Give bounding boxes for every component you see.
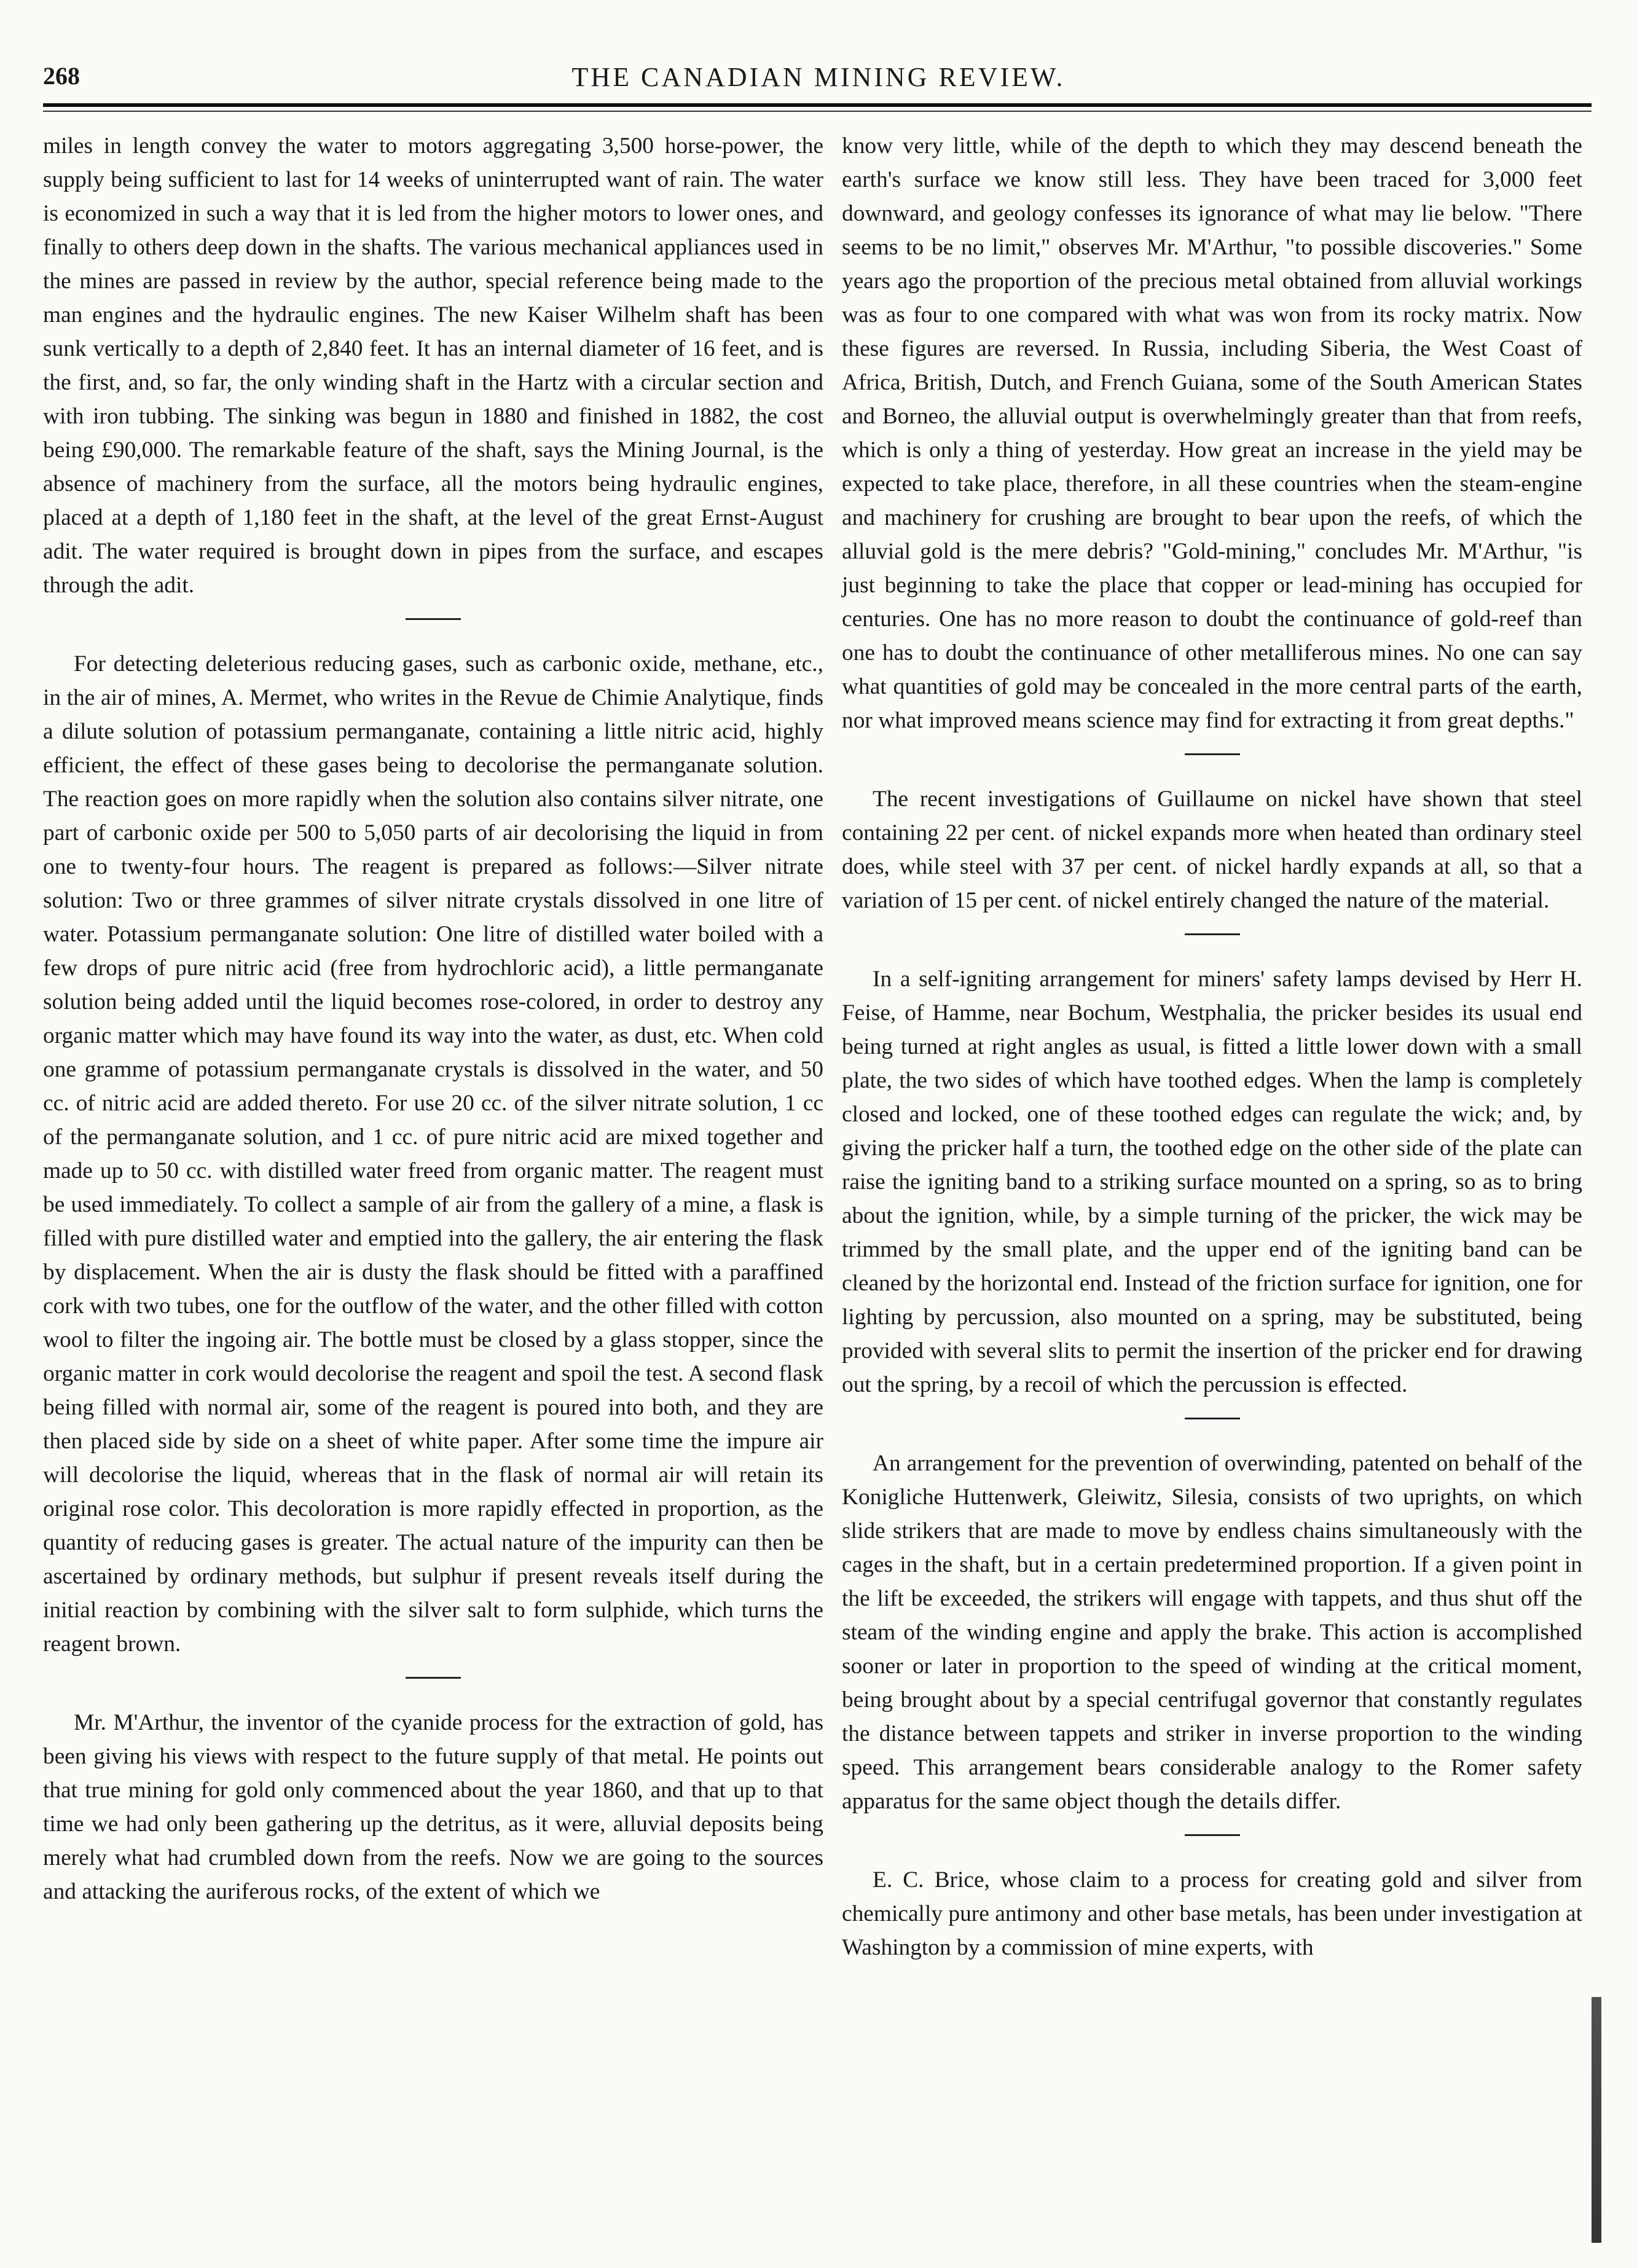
section-divider [406, 1677, 461, 1679]
right-column [842, 129, 1582, 1964]
article-paragraph: know very little, while of the depth to which they may descend beneath the earth's surface we know still less. They have been traced for 3,000 feet downward, and geology confesses its ignorance of what may lie below. "There seems to be no limit," observes Mr. M'Arthur, "to possible discoveries." Some years ago the proportion of the precious metal obtained from alluvial workings was as four to one compared with what was won from its rocky matrix. Now these figures are reversed. In Russia, including Siberia, the West Coast of Africa, British, Dutch, and French Guiana, some of the South American States and Borneo, the alluvial output is overwhelmingly greater than that from reefs, which is only a thing of yesterday. How great an increase in the yield may be expected to take place, therefore, in all these countries when the steam-engine and machinery for crushing are brought to bear upon the reefs, of which the alluvial gold is the mere debris? "Gold-mining," concludes Mr. M'Arthur, "is just beginning to take the place that copper or lead-mining has occupied for centuries. One has no more reason to doubt the continuance of gold-reef than one has to doubt the continuance of other metalliferous mines. No one can say what quantities of gold may be concealed in the more central parts of the earth, nor what improved means science may find for extracting it from great depths." [842, 133, 1582, 733]
binding-margin-mark [1592, 1997, 1601, 2243]
article-paragraph: An arrangement for the prevention of overwinding, patented on behalf of the Konigliche Huttenwerk, Gleiwitz, Silesia, consists of two uprights, on which slide strikers that are made to move by endless chains simultaneously with the cages in the shaft, but in a certain predetermined proportion. If a given point in the lift be exceeded, the strikers will engage with tappets, and thus shut off the steam of the winding engine and apply the brake. This action is accomplished sooner or later in proportion to the speed of winding at the critical moment, being brought about by a special centrifugal governor that constantly regulates the distance between tappets and striker in inverse proportion to the winding speed. This arrangement bears considerable analogy to the Romer safety apparatus for the same object though the details differ. [842, 1451, 1582, 1814]
section-divider [406, 618, 461, 620]
article-paragraph: miles in length convey the water to motors aggregating 3,500 horse-power, the supply being sufficient to last for 14 weeks of uninterrupted want of rain. The water is economized in such a way that it is led from the higher motors to lower ones, and finally to others deep down in the shafts. The various mechanical appliances used in the mines are passed in review by the author, special reference being made to the man engines and the hydraulic engines. The new Kaiser Wilhelm shaft has been sunk vertically to a depth of 2,840 feet. It has an internal diameter of 16 feet, and is the first, and, so far, the only winding shaft in the Hartz with a circular section and with iron tubbing. The sinking was begun in 1880 and finished in 1882, the cost being £90,000. The remarkable feature of the shaft, says the Mining Journal, is the absence of machinery from the surface, all the motors being hydraulic engines, placed at a depth of 1,180 feet in the shaft, at the level of the great Ernst-August adit. The water required is brought down in pipes from the surface, and escapes through the adit. [43, 133, 823, 598]
article-paragraph: Mr. M'Arthur, the inventor of the cyanide process for the extraction of gold, has been giving his views with respect to the future supply of that metal. He points out that true mining for gold only commenced about the year 1860, and that up to that time we had only been gathering up the detritus, as it were, alluvial deposits being merely what had crumbled down from the reefs. Now we are going to the sources and attacking the auriferous rocks, of the extent of which we [43, 1710, 823, 1904]
left-column [43, 129, 823, 1909]
section-divider [1185, 753, 1240, 755]
page-number: 268 [43, 62, 80, 90]
header-rule-thin [43, 111, 1592, 112]
section-divider [1185, 933, 1240, 935]
section-divider [1185, 1418, 1240, 1419]
article-paragraph: The recent investigations of Guillaume on nickel have shown that steel containing 22 per cent. of nickel expands more when heated than ordinary steel does, while steel with 37 per cent. of nickel hardly expands at all, so that a variation of 15 per cent. of nickel entirely changed the nature of the material. [842, 787, 1582, 913]
article-paragraph: E. C. Brice, whose claim to a process for creating gold and silver from chemically pure antimony and other base metals, has been under investigation at Washington by a commission of mine experts, with [842, 1867, 1582, 1960]
section-divider [1185, 1834, 1240, 1836]
article-paragraph: In a self-igniting arrangement for miners' safety lamps devised by Herr H. Feise, of Hamme, near Bochum, Westphalia, the pricker besides its usual end being turned at right angles as usual, is fitted a little lower down with a small plate, the two sides of which have toothed edges. When the lamp is completely closed and locked, one of these toothed edges can regulate the wick; and, by giving the pricker half a turn, the toothed edge on the other side of the plate can raise the igniting band to a striking surface mounted on a spring, so as to bring about the ignition, while, by a simple turning of the pricker, the wick may be trimmed by the small plate, and the upper end of the igniting band can be cleaned by the horizontal end. Instead of the friction surface for ignition, one for lighting by percussion, also mounted on a spring, may be substituted, being provided with several slits to permit the insertion of the pricker end for drawing out the spring, by a recoil of which the percussion is effected. [842, 967, 1582, 1397]
running-head-title: THE CANADIAN MINING REVIEW. [571, 62, 1066, 92]
article-paragraph: For detecting deleterious reducing gases, such as carbonic oxide, methane, etc., in the air of mines, A. Mermet, who writes in the Revue de Chimie Analytique, finds a dilute solution of potassium permanganate, containing a little nitric acid, highly efficient, the effect of these gases being to decolorise the permanganate solution. The reaction goes on more rapidly when the solution also contains silver nitrate, one part of carbonic oxide per 500 to 5,050 parts of air decolorising the liquid in from one to twenty-four hours. The reagent is prepared as follows:—Silver nitrate solution: Two or three grammes of silver nitrate crystals dissolved in one litre of water. Potassium permanganate solution: One litre of distilled water boiled with a few drops of pure nitric acid (free from hydrochloric acid), a little permanganate solution being added until the liquid becomes rose-colored, in order to destroy any organic matter which may have found its way into the water, as dust, etc. When cold one gramme of potassium permanganate crystals is dissolved in the water, and 50 cc. of nitric acid are added thereto. For use 20 cc. of the silver nitrate solution, 1 cc of the permanganate solution, and 1 cc. of pure nitric acid are mixed together and made up to 50 cc. with distilled water freed from organic matter. The reagent must be used immediately. To collect a sample of air from the gallery of a mine, a flask is filled with pure distilled water and emptied into the gallery, the air entering the flask by displacement. When the air is dusty the flask should be fitted with a paraffined cork with two tubes, one for the outflow of the water, and the other filled with cotton wool to filter the ingoing air. The bottle must be closed by a glass stopper, since the organic matter in cork would decolorise the reagent and spoil the test. A second flask being filled with normal air, some of the reagent is poured into both, and they are then placed side by side on a sheet of white paper. After some time the impure air will decolorise the liquid, whereas that in the flask of normal air will retain its original rose color. This decoloration is more rapidly effected in proportion, as the quantity of reducing gases is greater. The actual nature of the impurity can then be ascertained by ordinary methods, but sulphur if present reveals itself during the initial reaction by combining with the silver salt to form sulphide, which turns the reagent brown. [43, 651, 823, 1657]
header-rule [43, 103, 1592, 107]
